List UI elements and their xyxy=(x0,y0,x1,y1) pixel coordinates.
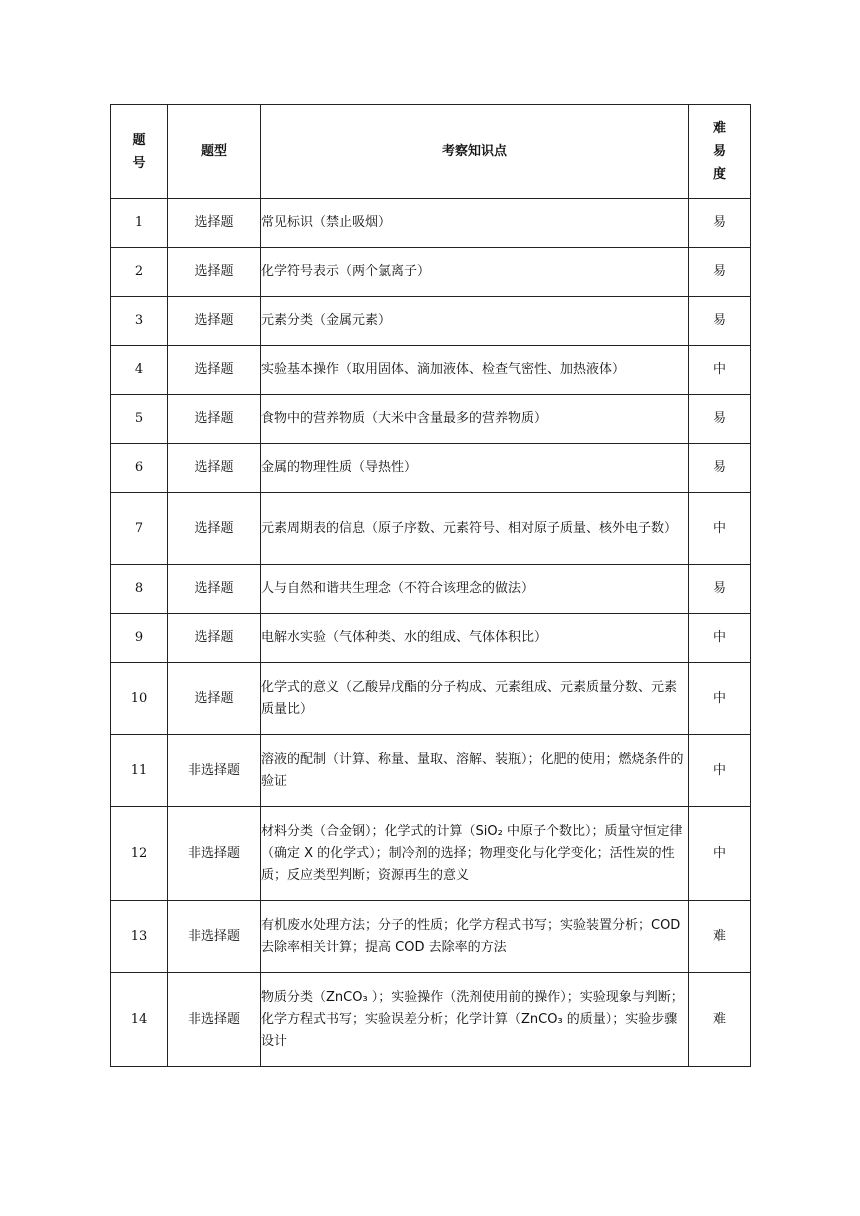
question-number-cell: 2 xyxy=(111,248,168,297)
difficulty-cell: 易 xyxy=(689,395,751,444)
knowledge-point-cell: 元素周期表的信息（原子序数、元素符号、相对原子质量、核外电子数） xyxy=(261,493,689,565)
difficulty-cell: 易 xyxy=(689,444,751,493)
difficulty-cell: 中 xyxy=(689,493,751,565)
question-number-cell: 8 xyxy=(111,565,168,614)
knowledge-point-cell: 材料分类（合金钢）；化学式的计算（SiO₂ 中原子个数比）；质量守恒定律（确定 X 的化学式）；制冷剂的选择；物理变化与化学变化；活性炭的性质；反应类型判断；资源再生的意义 xyxy=(261,807,689,901)
knowledge-point-cell: 金属的物理性质（导热性） xyxy=(261,444,689,493)
question-type-cell: 选择题 xyxy=(168,248,261,297)
knowledge-point-cell: 有机废水处理方法；分子的性质；化学方程式书写；实验装置分析；COD 去除率相关计算；提高 COD 去除率的方法 xyxy=(261,901,689,973)
question-number-cell: 4 xyxy=(111,346,168,395)
table-row xyxy=(111,565,751,614)
question-type-cell: 选择题 xyxy=(168,565,261,614)
question-type-cell: 选择题 xyxy=(168,493,261,565)
difficulty-cell: 易 xyxy=(689,565,751,614)
table-row xyxy=(111,395,751,444)
question-type-cell: 选择题 xyxy=(168,395,261,444)
knowledge-point-cell: 实验基本操作（取用固体、滴加液体、检查气密性、加热液体） xyxy=(261,346,689,395)
difficulty-cell: 中 xyxy=(689,735,751,807)
table-row xyxy=(111,735,751,807)
knowledge-table xyxy=(110,104,751,1067)
difficulty-cell: 难 xyxy=(689,973,751,1067)
knowledge-point-cell: 溶液的配制（计算、称量、量取、溶解、装瓶）；化肥的使用；燃烧条件的验证 xyxy=(261,735,689,807)
table-row xyxy=(111,973,751,1067)
question-type-cell: 非选择题 xyxy=(168,901,261,973)
question-number-cell: 7 xyxy=(111,493,168,565)
question-number-cell: 12 xyxy=(111,807,168,901)
question-type-cell: 选择题 xyxy=(168,663,261,735)
knowledge-point-cell: 化学符号表示（两个氯离子） xyxy=(261,248,689,297)
question-type-cell: 非选择题 xyxy=(168,807,261,901)
table-row xyxy=(111,614,751,663)
table-row xyxy=(111,807,751,901)
question-type-cell: 非选择题 xyxy=(168,973,261,1067)
knowledge-point-cell: 常见标识（禁止吸烟） xyxy=(261,199,689,248)
difficulty-cell: 易 xyxy=(689,199,751,248)
difficulty-cell: 中 xyxy=(689,663,751,735)
difficulty-cell: 中 xyxy=(689,807,751,901)
question-number-cell: 6 xyxy=(111,444,168,493)
question-type-cell: 非选择题 xyxy=(168,735,261,807)
table-row xyxy=(111,199,751,248)
table-row xyxy=(111,493,751,565)
table-row xyxy=(111,297,751,346)
question-number-cell: 11 xyxy=(111,735,168,807)
question-number-cell: 9 xyxy=(111,614,168,663)
header-difficulty: 难易度 xyxy=(689,105,751,199)
difficulty-cell: 中 xyxy=(689,346,751,395)
question-number-cell: 10 xyxy=(111,663,168,735)
question-number-cell: 13 xyxy=(111,901,168,973)
question-type-cell: 选择题 xyxy=(168,297,261,346)
table-row xyxy=(111,248,751,297)
knowledge-point-cell: 食物中的营养物质（大米中含量最多的营养物质） xyxy=(261,395,689,444)
difficulty-cell: 易 xyxy=(689,297,751,346)
question-type-cell: 选择题 xyxy=(168,346,261,395)
knowledge-point-cell: 人与自然和谐共生理念（不符合该理念的做法） xyxy=(261,565,689,614)
question-type-cell: 选择题 xyxy=(168,444,261,493)
knowledge-point-cell: 物质分类（ZnCO₃ ）；实验操作（洗剂使用前的操作）；实验现象与判断；化学方程式书写；实验误差分析；化学计算（ZnCO₃ 的质量）；实验步骤设计 xyxy=(261,973,689,1067)
header-knowledge: 考察知识点 xyxy=(261,105,689,199)
question-type-cell: 选择题 xyxy=(168,614,261,663)
knowledge-point-cell: 化学式的意义（乙酸异戊酯的分子构成、元素组成、元素质量分数、元素质量比） xyxy=(261,663,689,735)
knowledge-point-cell: 电解水实验（气体种类、水的组成、气体体积比） xyxy=(261,614,689,663)
table-row xyxy=(111,346,751,395)
header-type: 题型 xyxy=(168,105,261,199)
difficulty-cell: 中 xyxy=(689,614,751,663)
table-header-row xyxy=(111,105,751,199)
question-number-cell: 1 xyxy=(111,199,168,248)
table-row xyxy=(111,444,751,493)
table-row xyxy=(111,663,751,735)
question-number-cell: 3 xyxy=(111,297,168,346)
header-no: 题号 xyxy=(111,105,168,199)
table-row xyxy=(111,901,751,973)
knowledge-point-cell: 元素分类（金属元素） xyxy=(261,297,689,346)
question-number-cell: 14 xyxy=(111,973,168,1067)
difficulty-cell: 难 xyxy=(689,901,751,973)
difficulty-cell: 易 xyxy=(689,248,751,297)
question-number-cell: 5 xyxy=(111,395,168,444)
question-type-cell: 选择题 xyxy=(168,199,261,248)
